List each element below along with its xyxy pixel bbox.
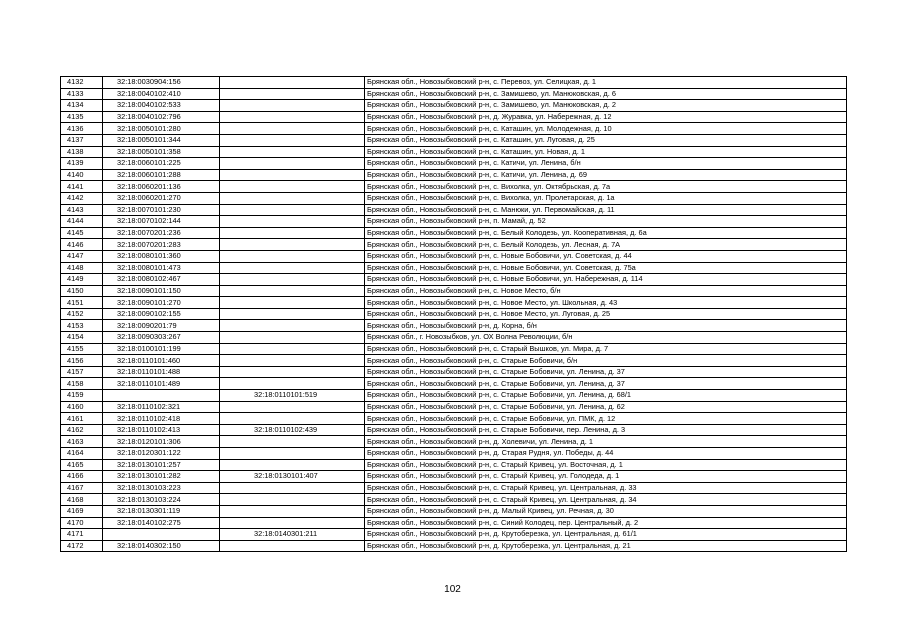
- cadastral-number-cell: 32:18:0060201:136: [103, 181, 220, 193]
- cadastral-number-cell: 32:18:0130301:119: [103, 505, 220, 517]
- related-cadastral-number-cell: 32:18:0140301:211: [220, 529, 365, 541]
- address-cell: Брянская обл., Новозыбковский р-н, с. Новое Место, б/н: [365, 285, 847, 297]
- related-cadastral-number-cell: [220, 158, 365, 170]
- table-row: [61, 424, 847, 436]
- row-number-cell: 4138: [61, 146, 103, 158]
- related-cadastral-number-cell: [220, 505, 365, 517]
- address-cell: Брянская обл., Новозыбковский р-н, с. Старый Кривец, ул. Центральная, д. 33: [365, 482, 847, 494]
- related-cadastral-number-cell: [220, 262, 365, 274]
- cadastral-number-cell: 32:18:0080101:360: [103, 250, 220, 262]
- address-cell: Брянская обл., Новозыбковский р-н, с. Старые Бобовичи, ул. Ленина, д. 37: [365, 378, 847, 390]
- address-cell: Брянская обл., Новозыбковский р-н, д. Старая Рудня, ул. Победы, д. 44: [365, 448, 847, 460]
- row-number-cell: 4164: [61, 448, 103, 460]
- row-number-cell: 4134: [61, 100, 103, 112]
- table-row: [61, 169, 847, 181]
- related-cadastral-number-cell: [220, 459, 365, 471]
- cadastral-number-cell: 32:18:0040102:410: [103, 88, 220, 100]
- related-cadastral-number-cell: [220, 517, 365, 529]
- cadastral-number-cell: 32:18:0090101:150: [103, 285, 220, 297]
- related-cadastral-number-cell: [220, 250, 365, 262]
- table-row: [61, 250, 847, 262]
- address-cell: Брянская обл., Новозыбковский р-н, с. Синий Колодец, пер. Центральный, д. 2: [365, 517, 847, 529]
- address-cell: Брянская обл., Новозыбковский р-н, д. Холевичи, ул. Ленина, д. 1: [365, 436, 847, 448]
- related-cadastral-number-cell: [220, 401, 365, 413]
- cadastral-number-cell: 32:18:0060101:225: [103, 158, 220, 170]
- row-number-cell: 4165: [61, 459, 103, 471]
- related-cadastral-number-cell: 32:18:0110102:439: [220, 424, 365, 436]
- table-row: [61, 123, 847, 135]
- row-number-cell: 4171: [61, 529, 103, 541]
- address-cell: Брянская обл., Новозыбковский р-н, с. Манюки, ул. Первомайская, д. 11: [365, 204, 847, 216]
- related-cadastral-number-cell: [220, 413, 365, 425]
- row-number-cell: 4149: [61, 274, 103, 286]
- registry-table-body: [61, 77, 847, 552]
- table-row: [61, 413, 847, 425]
- address-cell: Брянская обл., Новозыбковский р-н, д. Малый Кривец, ул. Речная, д. 30: [365, 505, 847, 517]
- cadastral-number-cell: 32:18:0050101:280: [103, 123, 220, 135]
- cadastral-number-cell: 32:18:0110101:460: [103, 355, 220, 367]
- table-row: [61, 134, 847, 146]
- row-number-cell: 4146: [61, 239, 103, 251]
- related-cadastral-number-cell: [220, 482, 365, 494]
- table-row: [61, 436, 847, 448]
- cadastral-number-cell: 32:18:0030904:156: [103, 77, 220, 89]
- related-cadastral-number-cell: [220, 436, 365, 448]
- row-number-cell: 4137: [61, 134, 103, 146]
- row-number-cell: 4140: [61, 169, 103, 181]
- related-cadastral-number-cell: [220, 308, 365, 320]
- table-row: [61, 88, 847, 100]
- address-cell: Брянская обл., Новозыбковский р-н, с. Каташин, ул. Новая, д. 1: [365, 146, 847, 158]
- related-cadastral-number-cell: [220, 227, 365, 239]
- cadastral-number-cell: 32:18:0090101:270: [103, 297, 220, 309]
- table-row: [61, 459, 847, 471]
- related-cadastral-number-cell: [220, 285, 365, 297]
- related-cadastral-number-cell: [220, 111, 365, 123]
- table-row: [61, 494, 847, 506]
- table-row: [61, 146, 847, 158]
- row-number-cell: 4154: [61, 332, 103, 344]
- cadastral-number-cell: 32:18:0090303:267: [103, 332, 220, 344]
- address-cell: Брянская обл., Новозыбковский р-н, с. Новое Место, ул. Школьная, д. 43: [365, 297, 847, 309]
- row-number-cell: 4133: [61, 88, 103, 100]
- cadastral-number-cell: 32:18:0040102:533: [103, 100, 220, 112]
- address-cell: Брянская обл., Новозыбковский р-н, д. Крутоберезка, ул. Центральная, д. 61/1: [365, 529, 847, 541]
- row-number-cell: 4155: [61, 343, 103, 355]
- row-number-cell: 4135: [61, 111, 103, 123]
- cadastral-number-cell: 32:18:0060101:288: [103, 169, 220, 181]
- row-number-cell: 4160: [61, 401, 103, 413]
- table-row: [61, 471, 847, 483]
- related-cadastral-number-cell: [220, 297, 365, 309]
- address-cell: Брянская обл., Новозыбковский р-н, д. Журавка, ул. Набережная, д. 12: [365, 111, 847, 123]
- address-cell: Брянская обл., Новозыбковский р-н, с. Старые Бобовичи, ул. ПМК, д. 12: [365, 413, 847, 425]
- row-number-cell: 4142: [61, 192, 103, 204]
- related-cadastral-number-cell: [220, 146, 365, 158]
- table-row: [61, 517, 847, 529]
- related-cadastral-number-cell: [220, 355, 365, 367]
- row-number-cell: 4163: [61, 436, 103, 448]
- table-row: [61, 366, 847, 378]
- row-number-cell: 4139: [61, 158, 103, 170]
- related-cadastral-number-cell: [220, 239, 365, 251]
- address-cell: Брянская обл., Новозыбковский р-н, с. Старые Бобовичи, ул. Ленина, д. 37: [365, 366, 847, 378]
- related-cadastral-number-cell: [220, 448, 365, 460]
- related-cadastral-number-cell: [220, 343, 365, 355]
- row-number-cell: 4143: [61, 204, 103, 216]
- related-cadastral-number-cell: [220, 366, 365, 378]
- address-cell: Брянская обл., Новозыбковский р-н, с. Катичи, ул. Ленина, д. 69: [365, 169, 847, 181]
- table-row: [61, 505, 847, 517]
- cadastral-number-cell: 32:18:0060201:270: [103, 192, 220, 204]
- table-row: [61, 204, 847, 216]
- row-number-cell: 4156: [61, 355, 103, 367]
- address-cell: Брянская обл., Новозыбковский р-н, с. Старые Бобовичи, ул. Ленина, д. 62: [365, 401, 847, 413]
- related-cadastral-number-cell: 32:18:0130101:407: [220, 471, 365, 483]
- address-cell: Брянская обл., Новозыбковский р-н, с. Вихолка, ул. Октябрьская, д. 7а: [365, 181, 847, 193]
- row-number-cell: 4150: [61, 285, 103, 297]
- row-number-cell: 4147: [61, 250, 103, 262]
- related-cadastral-number-cell: [220, 378, 365, 390]
- cadastral-number-cell: [103, 390, 220, 402]
- related-cadastral-number-cell: [220, 494, 365, 506]
- cadastral-number-cell: 32:18:0070102:144: [103, 216, 220, 228]
- cadastral-number-cell: 32:18:0070101:230: [103, 204, 220, 216]
- address-cell: Брянская обл., Новозыбковский р-н, с. Новые Бобовичи, ул. Советская, д. 75а: [365, 262, 847, 274]
- table-row: [61, 297, 847, 309]
- cadastral-number-cell: 32:18:0050101:344: [103, 134, 220, 146]
- page-number: 102: [444, 584, 461, 595]
- table-row: [61, 192, 847, 204]
- table-row: [61, 482, 847, 494]
- row-number-cell: 4158: [61, 378, 103, 390]
- related-cadastral-number-cell: [220, 134, 365, 146]
- related-cadastral-number-cell: [220, 320, 365, 332]
- table-row: [61, 285, 847, 297]
- address-cell: Брянская обл., Новозыбковский р-н, с. Каташин, ул. Луговая, д. 25: [365, 134, 847, 146]
- related-cadastral-number-cell: [220, 540, 365, 552]
- table-row: [61, 274, 847, 286]
- related-cadastral-number-cell: [220, 100, 365, 112]
- cadastral-number-cell: 32:18:0130101:282: [103, 471, 220, 483]
- row-number-cell: 4170: [61, 517, 103, 529]
- row-number-cell: 4141: [61, 181, 103, 193]
- cadastral-number-cell: 32:18:0070201:283: [103, 239, 220, 251]
- related-cadastral-number-cell: [220, 123, 365, 135]
- table-row: [61, 227, 847, 239]
- cadastral-number-cell: 32:18:0130103:224: [103, 494, 220, 506]
- cadastral-number-cell: 32:18:0090201:79: [103, 320, 220, 332]
- cadastral-number-cell: [103, 529, 220, 541]
- address-cell: Брянская обл., Новозыбковский р-н, с. Старые Бобовичи, ул. Ленина, д. 68/1: [365, 390, 847, 402]
- table-row: [61, 378, 847, 390]
- row-number-cell: 4148: [61, 262, 103, 274]
- related-cadastral-number-cell: [220, 216, 365, 228]
- cadastral-number-cell: 32:18:0100101:199: [103, 343, 220, 355]
- address-cell: Брянская обл., Новозыбковский р-н, с. Старый Кривец, ул. Центральная, д. 34: [365, 494, 847, 506]
- address-cell: Брянская обл., Новозыбковский р-н, д. Крутоберезка, ул. Центральная, д. 21: [365, 540, 847, 552]
- address-cell: Брянская обл., Новозыбковский р-н, п. Мамай, д. 52: [365, 216, 847, 228]
- row-number-cell: 4172: [61, 540, 103, 552]
- related-cadastral-number-cell: [220, 192, 365, 204]
- table-row: [61, 448, 847, 460]
- cadastral-number-cell: 32:18:0090102:155: [103, 308, 220, 320]
- related-cadastral-number-cell: [220, 169, 365, 181]
- table-row: [61, 77, 847, 89]
- row-number-cell: 4153: [61, 320, 103, 332]
- table-row: [61, 401, 847, 413]
- table-row: [61, 181, 847, 193]
- address-cell: Брянская обл., Новозыбковский р-н, д. Корна, б/н: [365, 320, 847, 332]
- address-cell: Брянская обл., Новозыбковский р-н, с. Новые Бобовичи, ул. Советская, д. 44: [365, 250, 847, 262]
- row-number-cell: 4168: [61, 494, 103, 506]
- address-cell: Брянская обл., Новозыбковский р-н, с. Белый Колодезь, ул. Кооперативная, д. 6а: [365, 227, 847, 239]
- address-cell: Брянская обл., Новозыбковский р-н, с. Старые Бобовичи, б/н: [365, 355, 847, 367]
- table-row: [61, 216, 847, 228]
- address-cell: Брянская обл., г. Новозыбков, ул. ОХ Волна Революции, б/н: [365, 332, 847, 344]
- related-cadastral-number-cell: [220, 77, 365, 89]
- table-row: [61, 239, 847, 251]
- address-cell: Брянская обл., Новозыбковский р-н, с. Белый Колодезь, ул. Лесная, д. 7А: [365, 239, 847, 251]
- related-cadastral-number-cell: [220, 332, 365, 344]
- cadastral-number-cell: 32:18:0110101:488: [103, 366, 220, 378]
- registry-table: [60, 76, 847, 552]
- table-row: [61, 343, 847, 355]
- address-cell: Брянская обл., Новозыбковский р-н, с. Старый Вышков, ул. Мира, д. 7: [365, 343, 847, 355]
- related-cadastral-number-cell: [220, 274, 365, 286]
- cadastral-number-cell: 32:18:0110102:418: [103, 413, 220, 425]
- related-cadastral-number-cell: [220, 88, 365, 100]
- row-number-cell: 4159: [61, 390, 103, 402]
- table-row: [61, 332, 847, 344]
- row-number-cell: 4169: [61, 505, 103, 517]
- address-cell: Брянская обл., Новозыбковский р-н, с. Старые Бобовичи, пер. Ленина, д. 3: [365, 424, 847, 436]
- cadastral-number-cell: 32:18:0140102:275: [103, 517, 220, 529]
- table-row: [61, 158, 847, 170]
- table-row: [61, 308, 847, 320]
- address-cell: Брянская обл., Новозыбковский р-н, с. Каташин, ул. Молодежная, д. 10: [365, 123, 847, 135]
- cadastral-number-cell: 32:18:0120301:122: [103, 448, 220, 460]
- cadastral-number-cell: 32:18:0140302:150: [103, 540, 220, 552]
- table-row: [61, 262, 847, 274]
- address-cell: Брянская обл., Новозыбковский р-н, с. Новые Бобовичи, ул. Набережная, д. 114: [365, 274, 847, 286]
- cadastral-number-cell: 32:18:0130103:223: [103, 482, 220, 494]
- table-row: [61, 320, 847, 332]
- cadastral-number-cell: 32:18:0080102:467: [103, 274, 220, 286]
- cadastral-number-cell: 32:18:0070201:236: [103, 227, 220, 239]
- table-row: [61, 111, 847, 123]
- row-number-cell: 4151: [61, 297, 103, 309]
- row-number-cell: 4132: [61, 77, 103, 89]
- row-number-cell: 4166: [61, 471, 103, 483]
- address-cell: Брянская обл., Новозыбковский р-н, с. Старый Кривец, ул. Голодеда, д. 1: [365, 471, 847, 483]
- row-number-cell: 4144: [61, 216, 103, 228]
- row-number-cell: 4167: [61, 482, 103, 494]
- row-number-cell: 4161: [61, 413, 103, 425]
- cadastral-number-cell: 32:18:0040102:796: [103, 111, 220, 123]
- address-cell: Брянская обл., Новозыбковский р-н, с. Катичи, ул. Ленина, б/н: [365, 158, 847, 170]
- table-row: [61, 355, 847, 367]
- address-cell: Брянская обл., Новозыбковский р-н, с. Замишево, ул. Манюковская, д. 2: [365, 100, 847, 112]
- row-number-cell: 4145: [61, 227, 103, 239]
- cadastral-number-cell: 32:18:0050101:358: [103, 146, 220, 158]
- table-row: [61, 540, 847, 552]
- cadastral-number-cell: 32:18:0110102:413: [103, 424, 220, 436]
- cadastral-number-cell: 32:18:0130101:257: [103, 459, 220, 471]
- related-cadastral-number-cell: [220, 204, 365, 216]
- table-row: [61, 390, 847, 402]
- related-cadastral-number-cell: 32:18:0110101:519: [220, 390, 365, 402]
- cadastral-number-cell: 32:18:0120101:306: [103, 436, 220, 448]
- cadastral-number-cell: 32:18:0080101:473: [103, 262, 220, 274]
- related-cadastral-number-cell: [220, 181, 365, 193]
- row-number-cell: 4152: [61, 308, 103, 320]
- table-row: [61, 529, 847, 541]
- table-row: [61, 100, 847, 112]
- address-cell: Брянская обл., Новозыбковский р-н, с. Перевоз, ул. Селицкая, д. 1: [365, 77, 847, 89]
- row-number-cell: 4157: [61, 366, 103, 378]
- cadastral-number-cell: 32:18:0110101:489: [103, 378, 220, 390]
- address-cell: Брянская обл., Новозыбковский р-н, с. Новое Место, ул. Луговая, д. 25: [365, 308, 847, 320]
- address-cell: Брянская обл., Новозыбковский р-н, с. Вихолка, ул. Пролетарская, д. 1а: [365, 192, 847, 204]
- row-number-cell: 4136: [61, 123, 103, 135]
- address-cell: Брянская обл., Новозыбковский р-н, с. Замишево, ул. Манюковская, д. 6: [365, 88, 847, 100]
- address-cell: Брянская обл., Новозыбковский р-н, с. Старый Кривец, ул. Восточная, д. 1: [365, 459, 847, 471]
- row-number-cell: 4162: [61, 424, 103, 436]
- cadastral-number-cell: 32:18:0110102:321: [103, 401, 220, 413]
